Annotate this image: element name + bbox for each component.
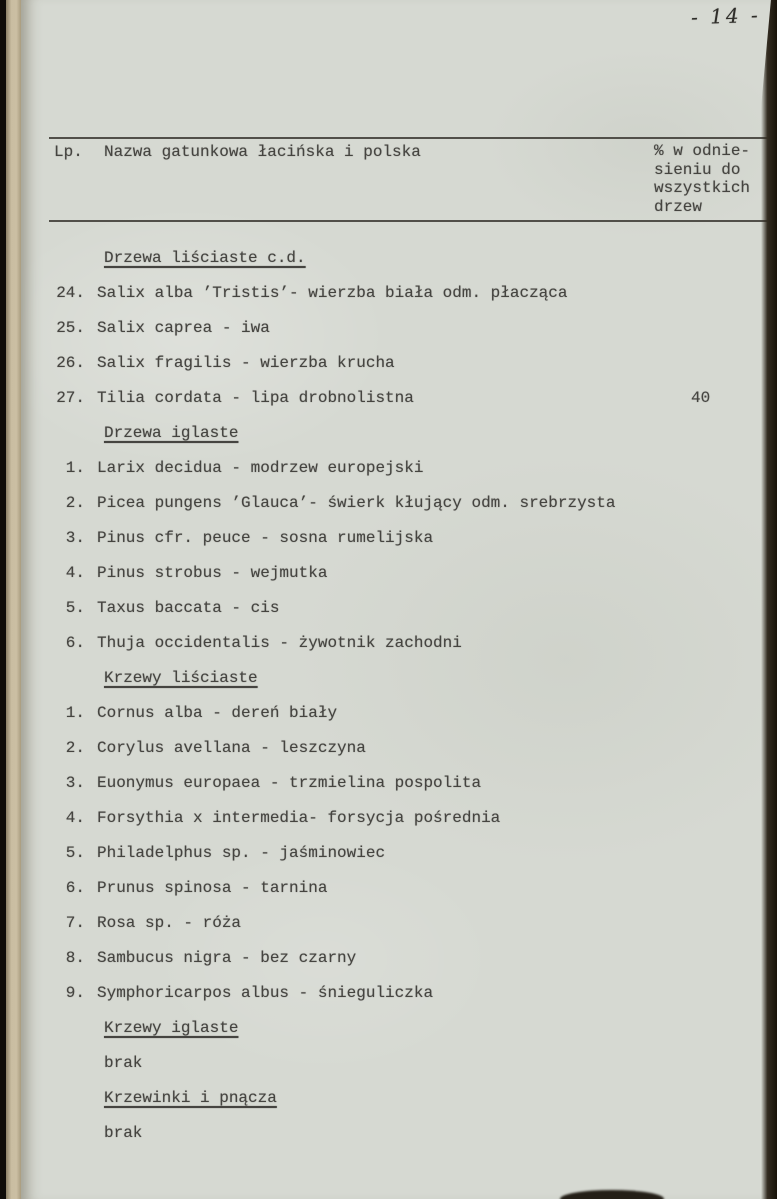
- note-brak: brak: [104, 1123, 143, 1142]
- item-text: Thuja occidentalis - żywotnik zachodni: [97, 633, 462, 652]
- table-row: [21, 555, 777, 590]
- page-number: - 14 -: [690, 2, 762, 30]
- note-brak: brak: [104, 1053, 143, 1072]
- item-number: 6.: [65, 878, 85, 897]
- item-text: Pinus cfr. peuce - sosna rumelijska: [97, 528, 434, 547]
- table-row: [21, 310, 777, 345]
- item-text: Euonymus europaea - trzmielina pospolita: [97, 773, 482, 792]
- item-number: 3.: [65, 773, 85, 792]
- table-row: [21, 940, 777, 975]
- item-number: 2.: [65, 738, 85, 757]
- scan-edge-right: [761, 0, 777, 1199]
- section-heading-row: [21, 415, 777, 450]
- item-number: 1.: [65, 458, 85, 477]
- item-percent-value: 40: [691, 388, 711, 407]
- table-row: [21, 765, 777, 800]
- section-heading-row: [21, 1010, 777, 1045]
- table-row: [21, 345, 777, 380]
- document-page: [21, 0, 777, 1199]
- section-heading: Krzewinki i pnącza: [104, 1088, 277, 1107]
- column-header-percent-line: wszystkich: [654, 179, 751, 197]
- section-heading: Krzewy iglaste: [104, 1018, 239, 1037]
- item-text: Larix decidua - modrzew europejski: [97, 458, 424, 477]
- column-header-percent-line: drzew: [654, 197, 703, 216]
- table-row: [21, 800, 777, 835]
- item-text: Cornus alba - dereń biały: [97, 703, 338, 722]
- table-row: [21, 695, 777, 730]
- book-binding-edge: [6, 0, 21, 1199]
- species-list: [21, 240, 777, 1150]
- item-text: Taxus baccata - cis: [97, 598, 280, 617]
- item-number: 4.: [65, 808, 85, 827]
- item-number: 25.: [56, 318, 85, 337]
- column-header-lp: Lp.: [54, 143, 83, 161]
- table-row: [21, 975, 777, 1010]
- item-number: 9.: [65, 983, 85, 1002]
- item-number: 24.: [56, 283, 85, 302]
- item-text: Symphoricarpos albus - śnieguliczka: [97, 983, 434, 1002]
- item-text: Corylus avellana - leszczyna: [97, 738, 366, 757]
- item-number: 3.: [65, 528, 85, 547]
- note-row: [21, 1115, 777, 1150]
- section-heading-row: [21, 660, 777, 695]
- item-text: Sambucus nigra - bez czarny: [97, 948, 357, 967]
- note-row: [21, 1045, 777, 1080]
- table-row: [21, 905, 777, 940]
- item-number: 27.: [56, 388, 85, 407]
- item-number: 4.: [65, 563, 85, 582]
- item-number: 5.: [65, 843, 85, 862]
- item-number: 2.: [65, 493, 85, 512]
- table-row: [21, 590, 777, 625]
- section-heading: Krzewy liściaste: [104, 668, 258, 687]
- item-number: 8.: [65, 948, 85, 967]
- table-row: [21, 730, 777, 765]
- item-text: Forsythia x intermedia- forsycja pośrednia: [97, 808, 501, 827]
- table-row: [21, 520, 777, 555]
- item-text: Rosa sp. - róża: [97, 913, 242, 932]
- table-row: [21, 870, 777, 905]
- item-number: 7.: [65, 913, 85, 932]
- section-heading-row: [21, 240, 777, 275]
- item-text: Pinus strobus - wejmutka: [97, 563, 328, 582]
- table-row: [21, 450, 777, 485]
- item-number: 5.: [65, 598, 85, 617]
- section-heading: Drzewa liściaste c.d.: [104, 248, 306, 267]
- table-row: [21, 380, 777, 415]
- section-heading-row: [21, 1080, 777, 1115]
- item-text: Tilia cordata - lipa drobnolistna: [97, 388, 414, 407]
- column-header-name: Nazwa gatunkowa łacińska i polska: [104, 143, 421, 161]
- item-number: 6.: [65, 633, 85, 652]
- item-text: Philadelphus sp. - jaśminowiec: [97, 843, 386, 862]
- table-rule-bottom: [49, 220, 769, 222]
- section-heading: Drzewa iglaste: [104, 423, 239, 442]
- column-header-percent-line: sieniu do: [654, 160, 741, 179]
- item-text: Picea pungens ’Glauca’- świerk kłujący odm. srebrzysta: [97, 493, 616, 512]
- table-row: [21, 485, 777, 520]
- table-row: [21, 835, 777, 870]
- item-number: 1.: [65, 703, 85, 722]
- item-text: Salix fragilis - wierzba krucha: [97, 353, 395, 372]
- item-text: Prunus spinosa - tarnina: [97, 878, 328, 897]
- item-text: Salix caprea - iwa: [97, 318, 270, 337]
- item-text: Salix alba ’Tristis’- wierzba biała odm. płacząca: [97, 283, 568, 302]
- column-header-percent: [654, 142, 777, 216]
- item-number: 26.: [56, 353, 85, 372]
- table-row: [21, 275, 777, 310]
- table-rule-top: [49, 137, 769, 139]
- table-row: [21, 625, 777, 660]
- column-header-percent-line: % w odnie-: [654, 142, 751, 160]
